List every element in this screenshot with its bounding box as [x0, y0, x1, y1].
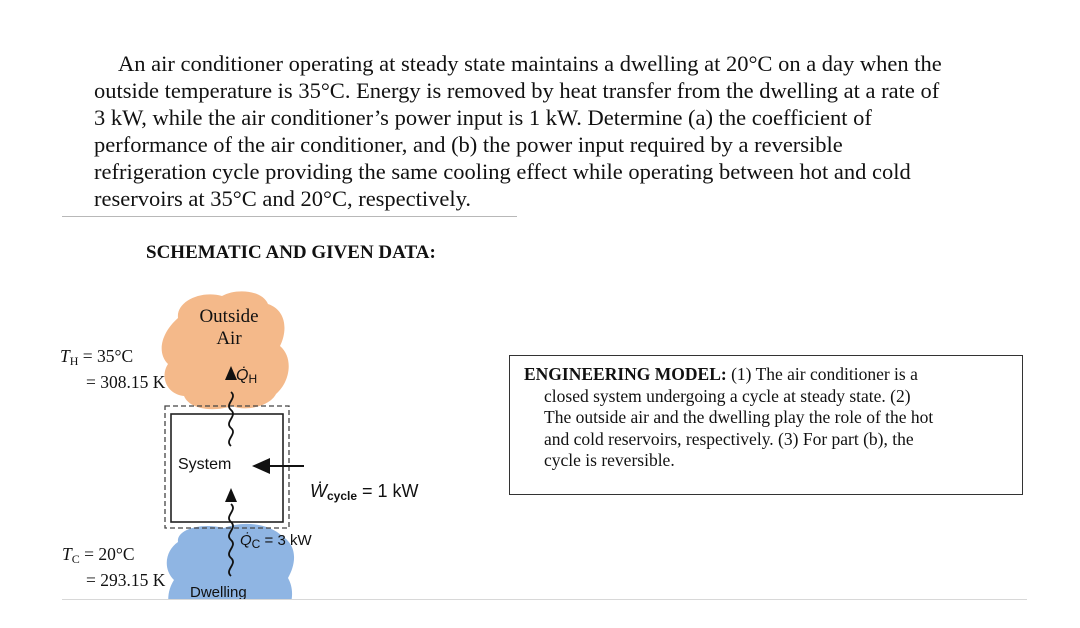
problem-line: refrigeration cycle providing the same cooling effect while operating between hot and cold — [94, 159, 911, 184]
problem-line: An air conditioner operating at steady state maintains a dwelling at 20°C on a day when the — [118, 51, 942, 76]
model-line: The outside air and the dwelling play the role of the hot — [544, 407, 934, 427]
qh-symbol: Q̇ — [236, 367, 249, 384]
model-first-line: (1) The air conditioner is a — [726, 364, 918, 384]
model-line: closed system undergoing a cycle at steady state. (2) — [544, 385, 911, 406]
system-label: System — [178, 456, 232, 473]
tc-value: = 20°C — [79, 544, 135, 564]
bottom-divider — [62, 599, 1027, 600]
qc-symbol: Q̇ — [240, 532, 252, 549]
th-subscript: H — [69, 354, 79, 368]
qc-subscript: C — [251, 537, 261, 551]
problem-line: 3 kW, while the air conditioner’s power input is 1 kW. Determine (a) the coefficient of — [94, 105, 872, 130]
wcycle-value: = 1 kW — [357, 481, 419, 501]
model-line: and cold reservoirs, respectively. (3) For part (b), the — [544, 428, 914, 449]
tc-symbol: T — [62, 544, 72, 564]
tc-subscript: C — [71, 552, 80, 566]
outside-air-label-line: Outside — [199, 306, 259, 327]
outside-air-label-line: Air — [216, 328, 242, 349]
th-kelvin: = 308.15 K — [86, 372, 166, 392]
tc-kelvin: = 293.15 K — [86, 570, 166, 590]
section-heading: SCHEMATIC AND GIVEN DATA: — [146, 242, 436, 263]
dwelling-label: Dwelling — [190, 584, 247, 599]
model-line: cycle is reversible. — [544, 450, 675, 470]
engineering-model-box — [509, 355, 1023, 495]
wcycle-symbol: Ẇ — [310, 481, 327, 501]
problem-line: performance of the air conditioner, and (b) the power input required by a reversible — [94, 132, 843, 157]
problem-line: reservoirs at 35°C and 20°C, respectively. — [94, 186, 472, 211]
th-symbol: T — [60, 346, 70, 366]
model-heading: ENGINEERING MODEL: — [524, 364, 727, 384]
qh-subscript: H — [248, 372, 258, 386]
problem-line: outside temperature is 35°C. Energy is removed by heat transfer from the dwelling at a rate of — [94, 78, 940, 103]
wcycle-subscript: cycle — [327, 489, 358, 503]
qc-value: = 3 kW — [260, 532, 312, 549]
th-value: = 35°C — [78, 346, 134, 366]
